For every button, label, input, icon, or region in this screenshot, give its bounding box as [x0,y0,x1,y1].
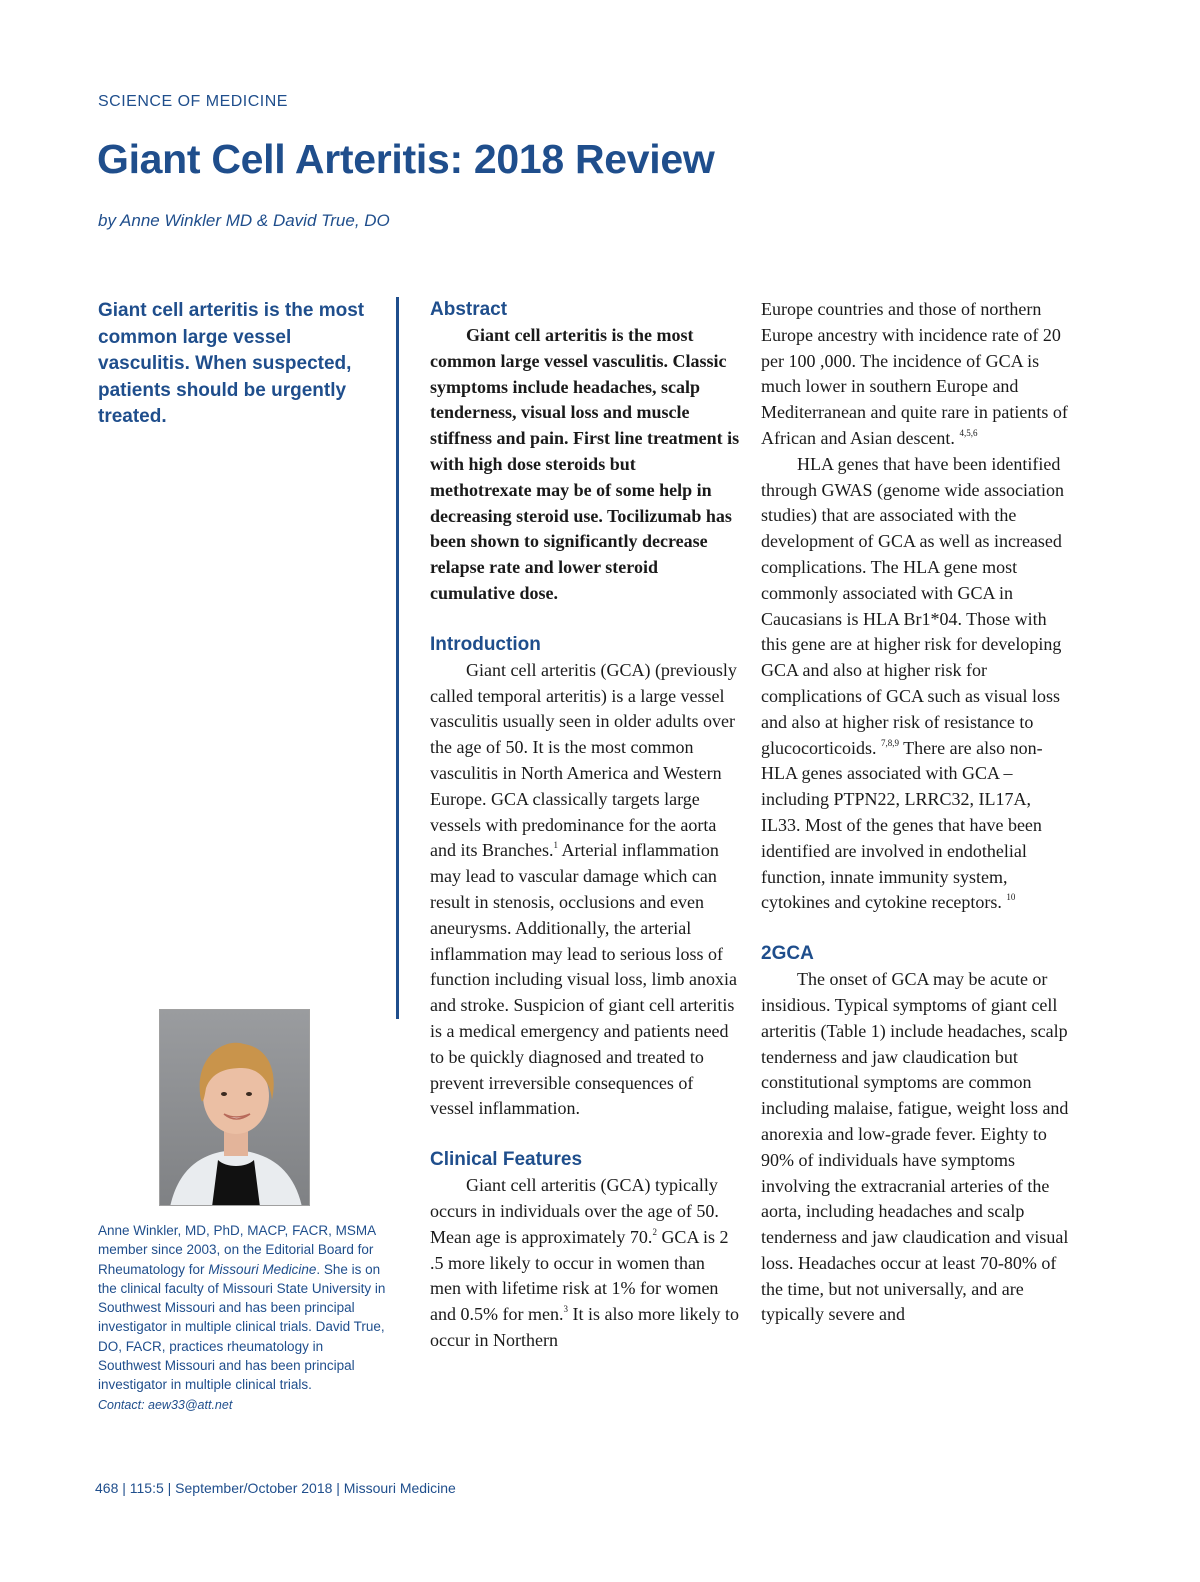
article-column-middle [430,297,740,1354]
reference-marker: 10 [1006,892,1016,903]
introduction-text-continued: Arterial inflammation may lead to vascular damage which can result in stenosis, occlusions and even aneurysms. Additionally, the arterial inflammation may lead to serious loss of function including visual loss, limb anoxia and stroke. Suspicion of giant cell arteritis is a medical emergency and patients need to be quickly diagnosed and treated to prevent irreversible consequences of vessel inflammation. [430,840,737,1119]
contact-email: Contact: aew33@att.net [98,1397,233,1412]
2gca-paragraph: The onset of GCA may be acute or insidious. Typical symptoms of giant cell arteritis (Table 1) include headaches, scalp tenderness and jaw claudication but constitutional symptoms are common including malaise, fatigue, weight loss and anorexia and low-grade fever. Eighty to 90% of individuals have symptoms involving the extracranial arteries of the aorta, including headaches and scalp tenderness and jaw claudication and visual loss. Headaches occur at least 70-80% of the time, but not universally, and are typically severe and [761,969,1069,1325]
hla-genes-text: HLA genes that have been identified through GWAS (genome wide association studies) that are associated with the development of GCA as well as increased complications. The HLA gene most commonly associated with GCA in Caucasians is HLA Br1*04. Those with this gene are at higher risk for developing GCA and also at higher risk for complications of GCA such as visual loss and also at higher risk of resistance to glucocorticoids. [761,453,1064,758]
author-bio [98,1221,388,1415]
continuation-text: Europe countries and those of northern Europe ancestry with incidence rate of 20 per 100 ,000. The incidence of GCA is much lower in southern Europe and Mediterranean and quite rare in patients of African and Asian descent. [761,299,1068,448]
hla-genes-paragraph [761,452,1071,916]
clinical-features-heading: Clinical Features [430,1149,583,1171]
column-divider [396,297,399,1019]
article-title: Giant Cell Arteritis: 2018 Review [97,136,715,182]
clinical-features-paragraph [430,1173,740,1354]
byline: by Anne Winkler MD & David True, DO [98,211,390,230]
2gca-heading: 2GCA [761,943,814,965]
reference-marker: 1 [553,840,558,851]
clinical-features-text-continued: GCA is 2 .5 more likely to occur in women than men with lifetime risk at 1% for women and 0.5% for men. [430,1226,729,1325]
introduction-heading: Introduction [430,633,541,655]
abstract-text: Giant cell arteritis is the most common large vessel vasculitis. Classic symptoms include headaches, scalp tenderness, visual loss and muscle stiffness and pain. First line treatment is with high dose steroids but methotrexate may be of some help in decreasing steroid use. Tocilizumab has been shown to significantly decrease relapse rate and lower steroid cumulative dose. [430,325,740,603]
clinical-features-continuation [761,297,1071,452]
author-bio-text: Anne Winkler, MD, PhD, MACP, FACR, MSMA member since 2003, on the Editorial Board for Rheumatology for [98,1223,376,1277]
reference-marker: 7,8,9 [880,737,899,748]
journal-name: Missouri Medicine [208,1261,317,1277]
clinical-features-text: Giant cell arteritis (GCA) typically occurs in individuals over the age of 50. Mean age is approximately 70. [430,1175,719,1247]
reference-marker: 3 [563,1304,568,1315]
clinical-features-text-end: It is also more likely to occur in Northern [430,1304,739,1350]
article-column-right [761,297,1071,1328]
author-bio-text-continued: . She is on the clinical faculty of Missouri State University in Southwest Missouri and has been principal investigator in multiple clinical trials. David True, DO, FACR, practices rheumatology in Southwest Missouri and has been principal investigator in multiple clinical trials. [98,1261,386,1393]
hla-genes-text-continued: There are also non-HLA genes associated with GCA – including PTPN22, LRRC32, IL17A, IL33. Most of the genes that have been identified are involved in endothelial function, innate immunity system, cytokines and cytokine receptors. [761,737,1043,913]
introduction-text: Giant cell arteritis (GCA) (previously called temporal arteritis) is a large vessel vasculitis usually seen in older adults over the age of 50. It is the most common vasculitis in North America and Western Europe. GCA classically targets large vessels with predominance for the aorta and its Branches. [430,659,737,861]
reference-marker: 2 [652,1226,657,1237]
reference-marker: 4,5,6 [959,427,978,438]
page-footer: 468 | 115:5 | September/October 2018 | Missouri Medicine [95,1480,456,1496]
introduction-paragraph [430,658,740,1122]
abstract-heading: Abstract [430,299,508,320]
section-kicker: SCIENCE OF MEDICINE [98,93,288,110]
author-photo [159,1009,310,1206]
pull-quote: Giant cell arteritis is the most common large vessel vasculitis. When suspected, patients should be urgently treated. [98,300,365,427]
